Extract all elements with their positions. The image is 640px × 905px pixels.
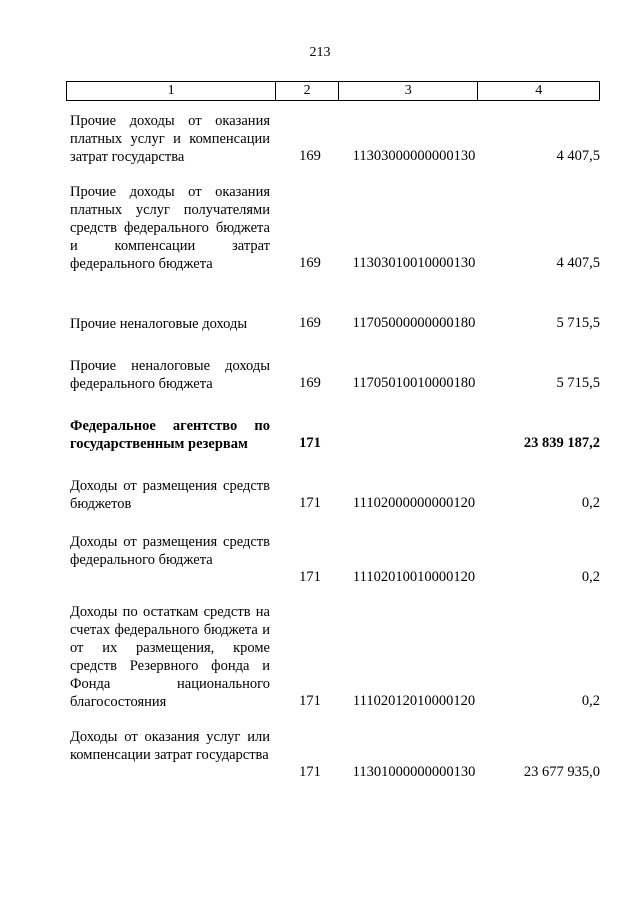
row-amount: 23 839 187,2 (523, 435, 600, 451)
row-code: 171 (299, 435, 321, 451)
row-amount: 4 407,5 (556, 255, 600, 271)
row-code: 171 (299, 495, 321, 511)
header-col-2: 2 (276, 82, 339, 100)
row-kbk: 11705010010000180 (352, 375, 476, 391)
page-number: 213 (309, 45, 331, 60)
row-amount: 0,2 (581, 495, 600, 511)
row-name: Прочие доходы от оказания платных услуг и компенсации затрат государства (70, 113, 270, 165)
row-kbk: 11102012010000120 (352, 693, 476, 709)
row-kbk: 11303000000000130 (352, 148, 476, 164)
row-name: Доходы от размещения средств федерального бюджета (70, 534, 270, 568)
row-name: Прочие неналоговые доходы (70, 316, 248, 332)
row-code: 171 (299, 569, 321, 585)
header-col-1: 1 (67, 82, 276, 100)
row-code: 169 (299, 375, 321, 391)
row-code: 169 (299, 148, 321, 164)
row-name: Прочие доходы от оказания платных услуг получателями средств федерального бюджета и компенсации затрат федерального бюджета (70, 184, 270, 272)
row-amount: 5 715,5 (556, 375, 600, 391)
row-kbk: 11705000000000180 (352, 315, 476, 331)
row-name: Федеральное агентство по государственным резервам (70, 418, 270, 452)
row-code: 171 (299, 764, 321, 780)
header-col-4: 4 (535, 83, 543, 98)
row-name: Прочие неналоговые доходы федерального бюджета (70, 358, 270, 392)
row-kbk: 11301000000000130 (352, 764, 476, 780)
row-code: 169 (299, 315, 321, 331)
row-kbk: 11102010010000120 (352, 569, 476, 585)
row-code: 169 (299, 255, 321, 271)
row-amount: 0,2 (581, 693, 600, 709)
row-kbk: 11303010010000130 (352, 255, 476, 271)
row-name: Доходы от размещения средств бюджетов (70, 478, 270, 512)
row-name: Доходы от оказания услуг или компенсации затрат государства (70, 729, 270, 763)
row-amount: 4 407,5 (556, 148, 600, 164)
row-amount: 23 677 935,0 (523, 764, 600, 780)
row-amount: 0,2 (581, 569, 600, 585)
row-kbk: 11102000000000120 (352, 495, 476, 511)
row-amount: 5 715,5 (556, 315, 600, 331)
row-name: Доходы по остаткам средств на счетах федерального бюджета и от их размещения, кроме средств Резервного фонда и Фонда национального благосостояния (70, 604, 270, 710)
row-code: 171 (299, 693, 321, 709)
table-header (66, 81, 600, 101)
header-col-3: 3 (339, 82, 478, 100)
